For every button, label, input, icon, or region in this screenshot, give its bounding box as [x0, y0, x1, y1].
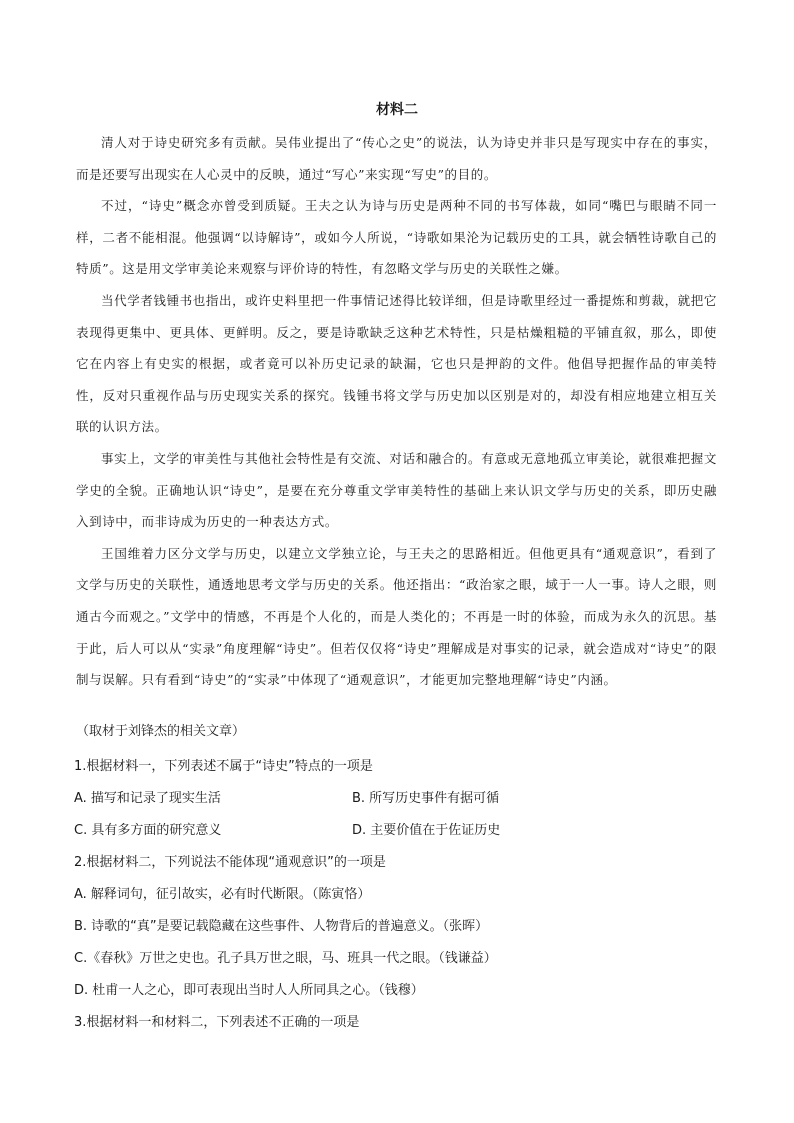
- paragraph: 王国维着力区分文学与历史，以建立文学独立论，与王夫之的思路相近。但他更具有“通观意识”，看到了文学与历史的关联性，通透地思考文学与历史的关系。他还指出：“政治家之眼，域于一人一事。诗人之眼，则通古今而观之。”文学中的情感，不再是个人化的，而是人类化的；不再是一时的体验，而成为永久的沉思。基于此，后人可以从“实录”角度理解“诗史”。但若仅仅将“诗史”理解成是对事实的记录，就会造成对“诗史”的限制与误解。只有看到“诗史”的“实录”中体现了“通观意识”，才能更加完整地理解“诗史”内涵。: [76, 545, 717, 688]
- question-1-option-a: A. 描写和记录了现实生活: [74, 791, 221, 806]
- question-2-option-a: A. 解释词句，征引故实，必有时代断限。（陈寅恪）: [74, 887, 371, 902]
- question-2-option-c: C.《春秋》万世之史也。孔子具万世之眼，马、班具一代之眼。（钱谦益）: [74, 951, 497, 966]
- question-2-option-b: B. 诗歌的“真”是要记载隐藏在这些事件、人物背后的普遍意义。（张晖）: [74, 919, 489, 934]
- question-2-stem: 2.根据材料二，下列说法不能体现“通观意识”的一项是: [74, 855, 386, 870]
- question-2-option-d: D. 杜甫一人之心，即可表现出当时人人所同具之心。（钱穆）: [74, 983, 424, 998]
- material-title: 材料二: [376, 102, 418, 118]
- question-1-option-c: C. 具有多方面的研究意义: [74, 823, 222, 838]
- paragraph: 不过，“诗史”概念亦曾受到质疑。王夫之认为诗与历史是两种不同的书写体裁，如同“嘴巴与眼睛不同一样，二者不能相混。他强调“以诗解诗”，或如今人所说，“诗歌如果沦为记载历史的工具，就会牺牲诗歌自己的特质”。这是用文学审美论来观察与评价诗的特性，有忽略文学与历史的关联性之嫌。: [76, 198, 717, 277]
- question-1-option-b: B. 所写历史事件有据可循: [352, 791, 500, 806]
- material-body: [76, 127, 717, 696]
- question-1-stem: 1.根据材料一，下列表述不属于“诗史”特点的一项是: [74, 759, 373, 774]
- question-1-option-d: D. 主要价值在于佐证历史: [352, 823, 501, 838]
- paragraph: 清人对于诗史研究多有贡献。吴伟业提出了“传心之史”的说法，认为诗史并非只是写现实中存在的事实，而是还要写出现实在人心灵中的反映，通过“写心”来实现“写史”的目的。: [76, 135, 717, 182]
- paragraph: 当代学者钱锺书也指出，或许史料里把一件事情记述得比较详细，但是诗歌里经过一番提炼和剪裁，就把它表现得更集中、更具体、更鲜明。反之，要是诗歌缺乏这种艺术特性，只是枯燥粗糙的平铺直叙，那么，即使它在内容上有史实的根据，或者竟可以补历史记录的缺漏，它也只是押韵的文件。他倡导把握作品的审美特性，反对只重视作品与历史现实关系的探究。钱锺书将文学与历史加以区别是对的，却没有相应地建立相互关联的认识方法。: [76, 292, 717, 435]
- paragraph: 事实上，文学的审美性与其他社会特性是有交流、对话和融合的。有意或无意地孤立审美论，就很难把握文学史的全貌。正确地认识“诗史”，是要在充分尊重文学审美特性的基础上来认识文学与历史的关系，即历史融入到诗中，而非诗成为历史的一种表达方式。: [76, 450, 717, 530]
- source-citation: （取材于刘锋杰的相关文章）: [76, 724, 246, 739]
- question-3-stem: 3.根据材料一和材料二，下列表述不正确的一项是: [74, 1015, 360, 1030]
